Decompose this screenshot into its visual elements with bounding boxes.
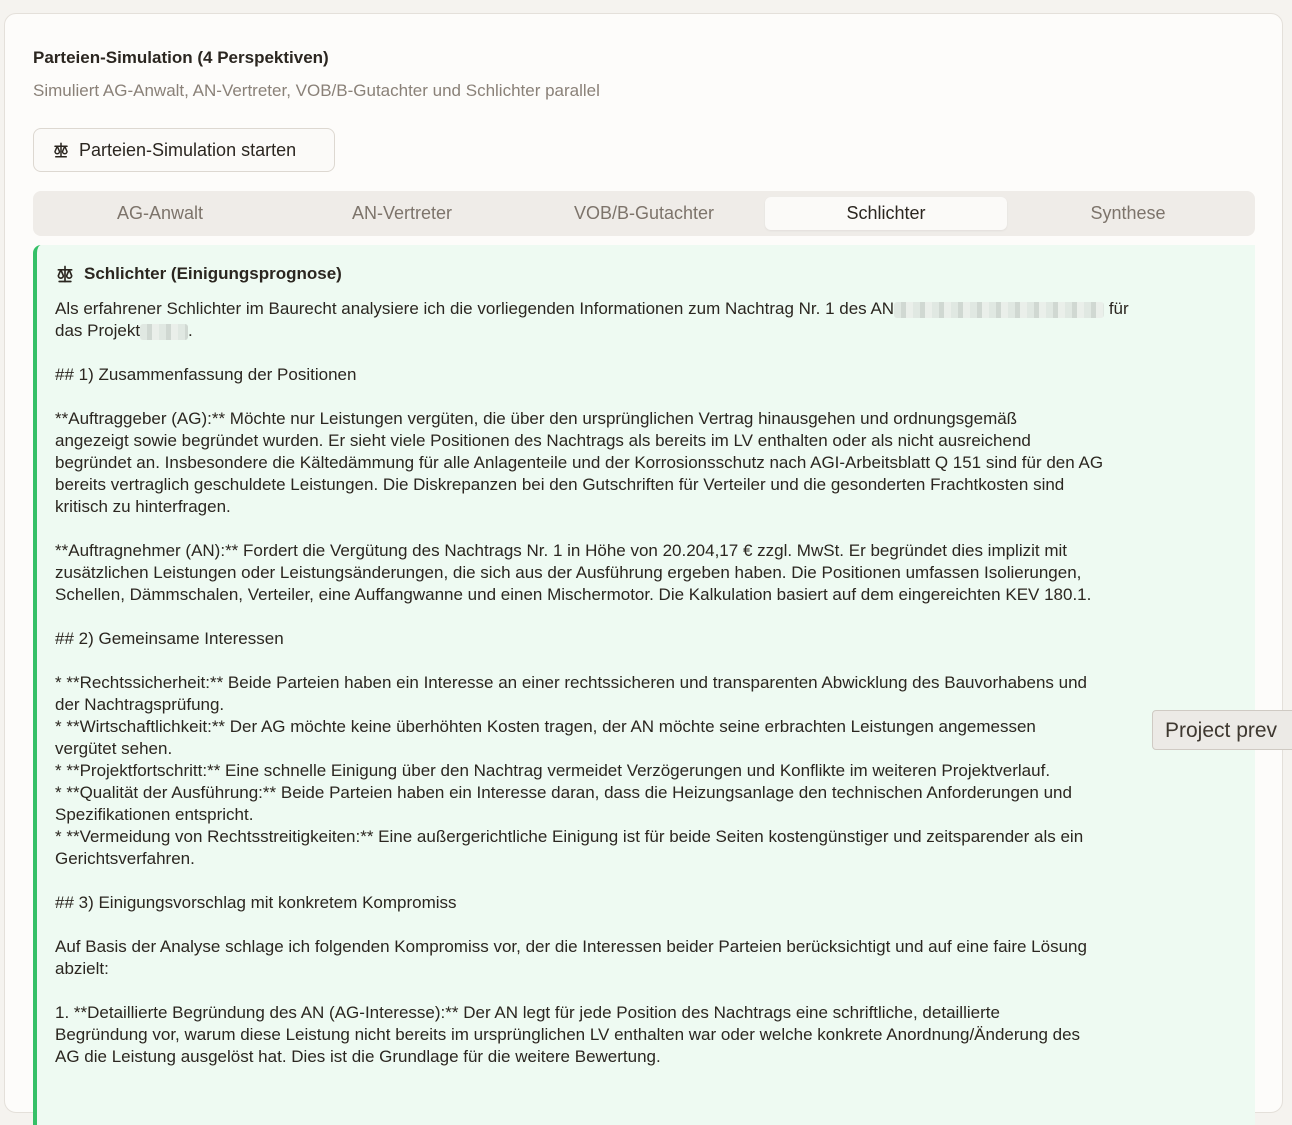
schlichter-result-panel: [33, 245, 1255, 1125]
project-preview-tooltip: Project prev: [1152, 710, 1292, 750]
intro-text-c: .: [188, 321, 193, 340]
tab-ag-anwalt[interactable]: AG-Anwalt: [116, 203, 204, 223]
redacted-contractor-name: [894, 302, 1104, 318]
analysis-text: ## 1) Zusammenfassung der Positionen **Auftraggeber (AG):** Möchte nur Leistungen vergüten, die über den ursprünglichen Vertrag hinausgehen und ordnungsgemäß angezeigt sowie begründet wurden. Er sieht viele Positionen des Nachtrags als bereits im LV enthalten oder als nicht ausreichend begründet an. Insbesondere die Kältedämmung für alle Anlagenteile und der Korrosionsschutz nach AGI-Arbeitsblatt Q 151 sind für den AG bereits vertraglich geschuldete Leistungen. Die Diskrepanzen bei den Gutschriften für Verteiler und die gesonderten Frachtkosten sind kritisch zu hinterfragen. **Auftragnehmer (AN):** Fordert die Vergütung des Nachtrags Nr. 1 in Höhe von 20.204,17 € zzgl. MwSt. Er begründet dies implizit mit zusätzlichen Leistungen oder Leistungsänderungen, die sich aus der Ausführung ergeben haben. Die Positionen umfassen Isolierungen, Schellen, Dämmschalen, Verteiler, eine Auffangwanne und einen Mischermotor. Die Kalkulation basiert auf dem eingereichten KEV 180.1. ## 2) Gemeinsame Interessen * **Rechtssicherheit:** Beide Parteien haben ein Interesse an einer rechtssicheren und transparenten Abwicklung des Bauvorhabens und der Nachtragsprüfung. * **Wirtschaftlichkeit:** Der AG möchte keine überhöhten Kosten tragen, der AN möchte seine erbrachten Leistungen angemessen vergütet sehen. * **Projektfortschritt:** Eine schnelle Einigung über den Nachtrag vermeidet Verzögerungen und Konflikte im weiteren Projektverlauf. * **Qualität der Ausführung:** Beide Parteien haben ein Interesse daran, dass die Heizungsanlage den technischen Anforderungen und Spezifikationen entspricht. * **Vermeidung von Rechtsstreitigkeiten:** Eine außergerichtliche Einigung ist für beide Seiten kostengünstiger und zeitsparender als ein Gerichtsverfahren. ## 3) Einigungsvorschlag mit konkretem Kompromiss Auf Basis der Analyse schlage ich folgenden Kompromiss vor, der die Interessen beider Parteien berücksichtigt und auf eine faire Lösung abzielt: 1. **Detaillierte Begründung des AN (AG-Interesse):** Der AN legt für jede Position des Nachtrags eine schriftliche, detaillierte Begründung vor, warum diese Leistung nicht bereits im ursprünglichen LV enthalten war oder welche konkrete Anordnung/Änderung des AG die Leistung ausgelöst hat. Dies ist die Grundlage für die weitere Bewertung.: [55, 365, 1104, 1066]
panel-body-text: [55, 298, 1245, 1068]
intro-text-b: für das Projekt: [55, 299, 1129, 340]
panel-title: Schlichter (Einigungsprognose): [84, 264, 342, 283]
perspective-tabs: [33, 191, 1255, 236]
tab-vob-gutachter[interactable]: VOB/B-Gutachter: [573, 203, 715, 223]
simulation-card: [4, 13, 1283, 1113]
card-subtitle: Simuliert AG-Anwalt, AN-Vertreter, VOB/B-Gutachter und Schlichter parallel: [33, 81, 600, 100]
card-title: Parteien-Simulation (4 Perspektiven): [33, 48, 329, 67]
start-simulation-button[interactable]: [33, 128, 335, 172]
redacted-project-name: [140, 324, 188, 340]
intro-text-a: Als erfahrener Schlichter im Baurecht analysiere ich die vorliegenden Informationen zum Nachtrag Nr. 1 des AN: [55, 299, 895, 318]
tab-synthese[interactable]: Synthese: [1090, 203, 1166, 223]
tab-schlichter[interactable]: Schlichter: [765, 197, 1007, 230]
panel-heading: [55, 261, 1237, 287]
scale-icon: [55, 264, 75, 284]
start-simulation-label: Parteien-Simulation starten: [79, 139, 297, 160]
scale-icon: [52, 141, 70, 159]
tab-an-vertreter[interactable]: AN-Vertreter: [351, 203, 453, 223]
